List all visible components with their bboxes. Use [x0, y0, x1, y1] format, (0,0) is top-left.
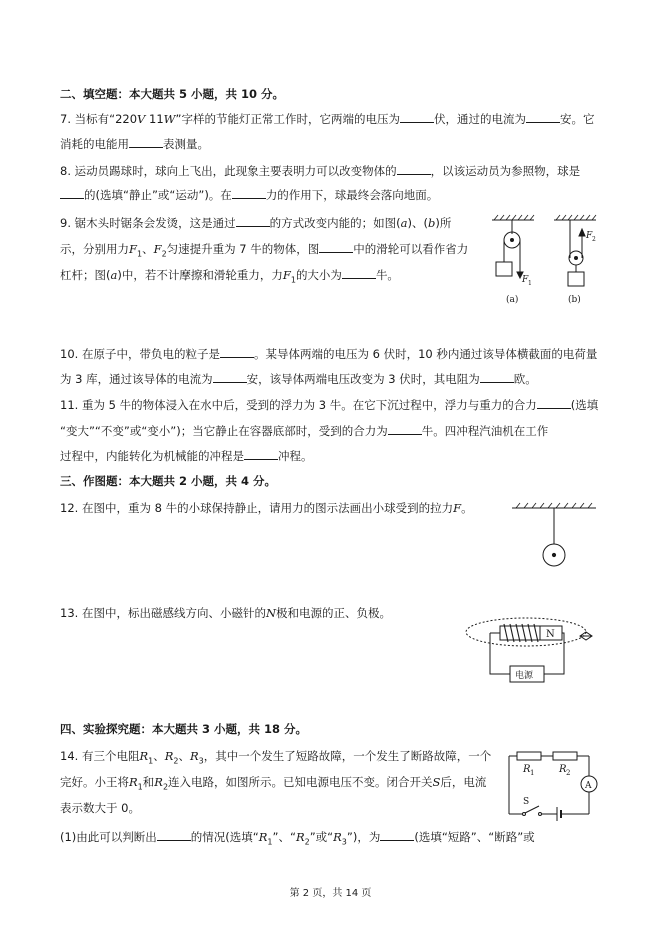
answer-blank[interactable]: [220, 345, 254, 358]
svg-text:2: 2: [592, 236, 596, 243]
hanging-ball-figure: [508, 500, 600, 580]
solenoid-figure: [460, 604, 600, 688]
answer-blank[interactable]: [388, 422, 422, 435]
answer-blank[interactable]: [526, 110, 560, 123]
q14-line2: 完好。小王将$R_1$和$R_2$连入电路，如图所示。已知电源电压不变。闭合开关S后，电流: [60, 775, 487, 792]
svg-text:S: S: [523, 797, 530, 807]
svg-text:F: F: [586, 231, 593, 241]
answer-blank[interactable]: [157, 828, 191, 841]
q8-line2: 的(选填“静止”或“运动”)。在 力的作用下，球最终会落向地面。: [60, 186, 438, 203]
answer-blank[interactable]: [213, 370, 247, 383]
answer-blank[interactable]: [60, 186, 84, 199]
q13-line: 13. 在图中，标出磁感线方向、小磁针的N极和电源的正、负极。: [60, 606, 392, 620]
q9-line2: 示，分别用力$F_1$、$F_2$匀速提升重为 7 牛的物体，图 中的滑轮可以看作省力: [60, 242, 469, 259]
section-fill-heading: 二、填空题：本大题共 5 小题，共 10 分。: [60, 87, 285, 101]
q11-line2: “变大”“不变”或“变小”)；当它静止在容器底部时，受到的合力为 牛。四冲程汽油机在工作: [60, 424, 549, 438]
svg-text:N: N: [546, 629, 555, 640]
q7-line2: 消耗的电能用 表测量。: [60, 137, 209, 151]
answer-blank[interactable]: [129, 135, 163, 148]
fig-label-b: (b): [568, 295, 581, 305]
q10-line1: 10. 在原子中，带负电的粒子是 。某导体两端的电压为 6 伏时，10 秒内通过该导体横截面的电荷量: [60, 347, 598, 361]
answer-blank[interactable]: [397, 162, 431, 175]
q9-line1: 9. 锯木头时锯条会发烫，这是通过 的方式改变内能的；如图(a)、(b)所: [60, 216, 452, 230]
answer-blank[interactable]: [319, 240, 353, 253]
svg-text:R: R: [523, 764, 531, 775]
svg-text:1: 1: [528, 280, 532, 287]
circuit-figure: [503, 742, 603, 824]
q14-line4: (1)由此可以判断出 的情况(选填“$R_1$”、“$R_2$”或“$R_3$”)，为 (选填“短路”、“断路”或: [60, 830, 535, 847]
answer-blank[interactable]: [232, 186, 266, 199]
q7-line1: 7. 当标有“220V 11W”字样的节能灯正常工作时，它两端的电压为 伏，通过的电流为 安。它: [60, 112, 595, 126]
page-number: 第 2 页，共 14 页: [289, 888, 372, 899]
q10-line2: 为 3 库，通过该导体的电流为 安，该导体两端电压改变为 3 伏时，其电阻为 欧。: [60, 372, 537, 386]
fig-label-a: (a): [506, 295, 519, 305]
svg-text:R: R: [559, 764, 567, 775]
q12-line: 12. 在图中，重为 8 牛的小球保持静止，请用力的图示法画出小球受到的拉力F。: [60, 501, 473, 515]
block-b: [568, 272, 584, 286]
block-a: [496, 262, 512, 276]
svg-text:2: 2: [566, 769, 571, 777]
q14-line3: 表示数大于 0。: [60, 801, 140, 815]
answer-blank[interactable]: [244, 447, 278, 460]
resistor-r2: [553, 752, 577, 760]
svg-text:1: 1: [530, 769, 535, 777]
svg-text:电源: 电源: [515, 671, 534, 681]
section-exp-heading: 四、实验探究题：本大题共 3 小题，共 18 分。: [60, 722, 308, 736]
answer-blank[interactable]: [236, 214, 270, 227]
q14-line1: 14. 有三个电阻$R_1$、$R_2$、$R_3$，其中一个发生了短路故障，一个发生了断路故障，一个: [60, 749, 492, 766]
answer-blank[interactable]: [537, 396, 571, 409]
svg-text:A: A: [585, 781, 592, 791]
answer-blank[interactable]: [380, 828, 414, 841]
resistor-r1: [517, 752, 541, 760]
section-draw-heading: 三、作图题：本大题共 2 小题，共 4 分。: [60, 474, 277, 488]
answer-blank[interactable]: [342, 266, 376, 279]
q11-line1: 11. 重为 5 牛的物体浸入在水中后，受到的浮力为 3 牛。在它下沉过程中，浮力与重力的合力 (选填: [60, 398, 599, 412]
svg-text:F: F: [522, 275, 529, 285]
switch: [525, 806, 539, 813]
q11-line3: 过程中，内能转化为机械能的冲程是 冲程。: [60, 449, 313, 463]
q9-line3: 杠杆；图(a)中，若不计摩擦和滑轮重力，力$F_1$的大小为 牛。: [60, 268, 399, 285]
answer-blank[interactable]: [480, 370, 514, 383]
pulley-figure: [484, 214, 604, 310]
q8-line1: 8. 运动员踢球时，球向上飞出，此现象主要表明力可以改变物体的 ，以该运动员为参照物，球是: [60, 164, 581, 178]
answer-blank[interactable]: [400, 110, 434, 123]
